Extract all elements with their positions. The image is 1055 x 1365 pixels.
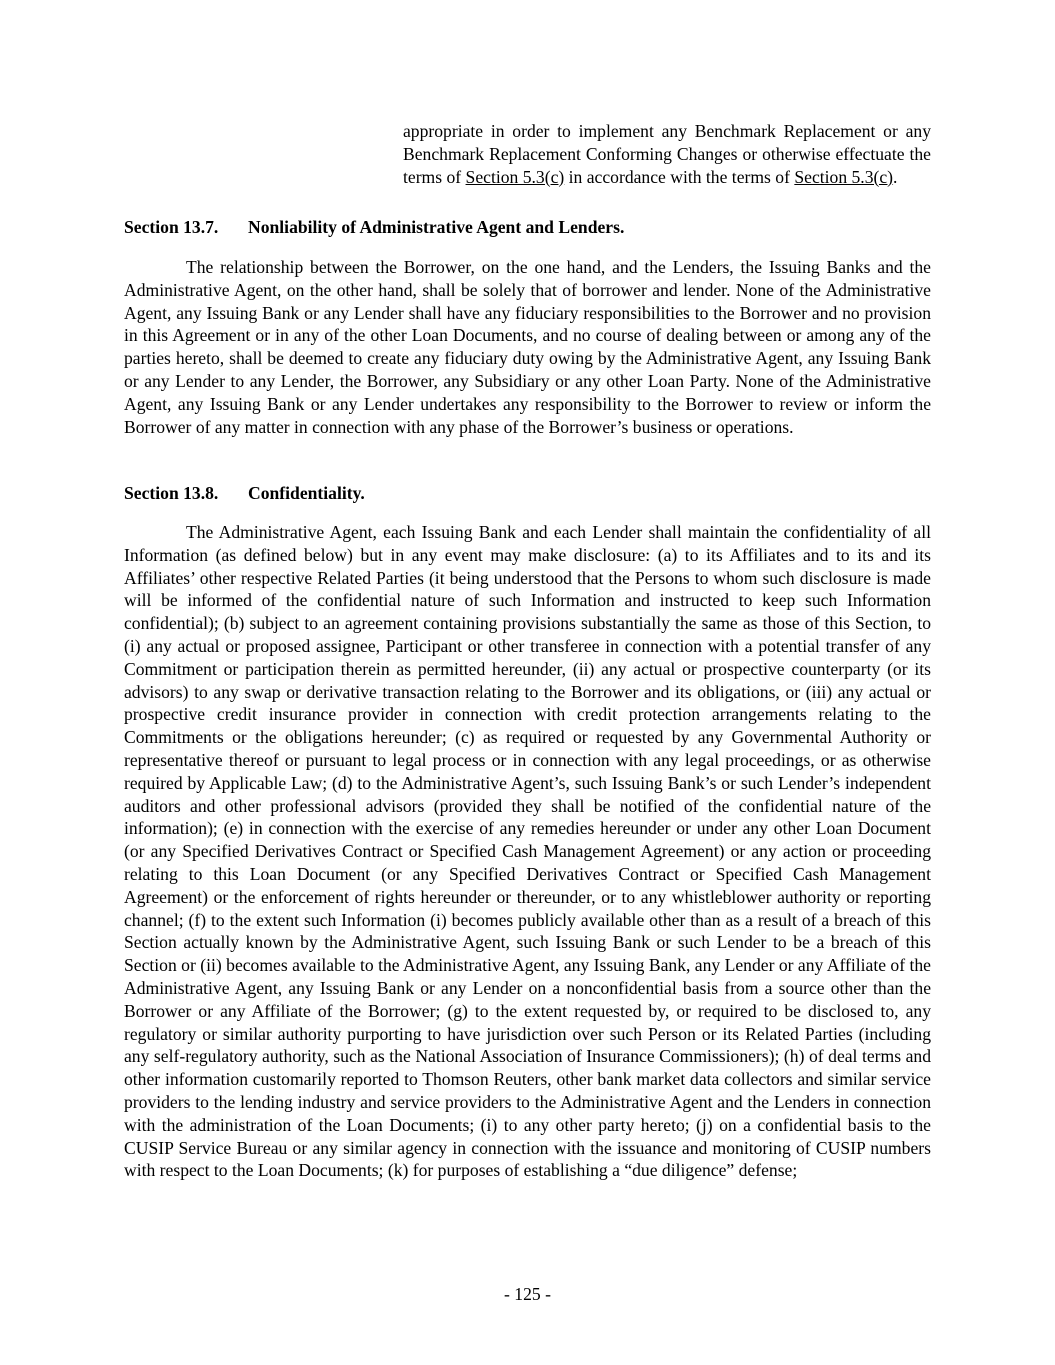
section-13-8-title: Confidentiality. bbox=[248, 483, 365, 503]
continuation-paragraph bbox=[403, 120, 931, 188]
section-13-7-heading bbox=[124, 216, 624, 239]
section-13-8-body: The Administrative Agent, each Issuing Bank and each Lender shall maintain the confidentiality of all Information (as defined below) but in any event may make disclosure: (a) to its Affiliates and to its and its Affiliates’ other respective Related Parties (it being understood that the Persons to whom such disclosure is made will be informed of the confidential nature of such Information and instructed to keep such Information confidential); (b) subject to an agreement containing provisions substantially the same as those of this Section, to (i) any actual or proposed assignee, Participant or other transferee in connection with a potential transfer of any Commitment or participation therein as permitted hereunder, (ii) any actual or prospective counterparty (or its advisors) to any swap or derivative transaction relating to the Borrower and its obligations, or (iii) any actual or prospective credit insurance provider in connection with credit protection arrangements relating to the Commitments or the obligations hereunder; (c) as required or requested by any Governmental Authority or representative thereof or pursuant to legal process or in connection with any legal proceedings, or as otherwise required by Applicable Law; (d) to the Administrative Agent’s, such Issuing Bank’s or such Lender’s independent auditors and other professional advisors (provided they shall be notified of the confidential nature of the information); (e) in connection with the exercise of any remedies hereunder or under any other Loan Document (or any Specified Derivatives Contract or Specified Cash Management Agreement) or any action or proceeding relating to this Loan Document (or any Specified Derivatives Contract or Specified Cash Management Agreement) or the enforcement of rights hereunder or thereunder, or to any whistleblower authority or reporting channel; (f) to the extent such Information (i) becomes publicly available other than as a result of a breach of this Section actually known by the Administrative Agent, such Issuing Bank or such Lender to be a breach of this Section or (ii) becomes available to the Administrative Agent, any Issuing Bank, any Lender or any Affiliate of the Administrative Agent, any Issuing Bank or any Lender on a nonconfidential basis from a source other than the Borrower or any Affiliate of the Borrower; (g) to the extent requested by, or required to be disclosed to, any regulatory or similar authority purporting to have jurisdiction over such Person or its Related Parties (including any self-regulatory authority, such as the National Association of Insurance Commissioners); (h) of deal terms and other information customarily reported to Thomson Reuters, other bank market data collectors and similar service providers to the lending industry and service providers to the Administrative Agent and the Lenders in connection with the administration of the Loan Documents; (i) to any other party hereto; (j) on a confidential basis to the CUSIP Service Bureau or any similar agency in connection with the issuance and monitoring of CUSIP numbers with respect to the Loan Documents; (k) for purposes of establishing a “due diligence” defense; bbox=[124, 522, 931, 1181]
section-13-7-number: Section 13.7. bbox=[124, 217, 219, 237]
continuation-text-2: in accordance with the terms of bbox=[564, 166, 795, 187]
section-13-8-number: Section 13.8. bbox=[124, 483, 219, 503]
continuation-text-3: . bbox=[893, 166, 898, 187]
section-ref-link: Section 5.3(c) bbox=[465, 166, 565, 187]
section-ref-link: Section 5.3(c) bbox=[794, 166, 894, 187]
section-13-8-heading bbox=[124, 482, 365, 505]
section-13-7-body: The relationship between the Borrower, on the one hand, and the Lenders, the Issuing Banks and the Administrative Agent, on the other hand, shall be solely that of borrower and lender. None of the Administrative Agent, any Issuing Bank or any Lender shall have any fiduciary responsibilities to the Borrower and no provision in this Agreement or in any of the other Loan Documents, and no course of dealing between or among any of the parties hereto, shall be deemed to create any fiduciary duty owing by the Administrative Agent, any Issuing Bank or any Lender to any Lender, the Borrower, any Subsidiary or any other Loan Party. None of the Administrative Agent, any Issuing Bank or any Lender undertakes any responsibility to the Borrower to review or inform the Borrower of any matter in connection with any phase of the Borrower’s business or operations. bbox=[124, 257, 931, 437]
continuation-text-1: appropriate in order to implement any Benchmark Replacement or any Benchmark Replacement Conforming Changes or otherwise effectuate the terms of bbox=[403, 121, 931, 187]
page-number: - 125 - bbox=[504, 1284, 551, 1304]
section-13-7-title: Nonliability of Administrative Agent and Lenders. bbox=[248, 217, 625, 237]
